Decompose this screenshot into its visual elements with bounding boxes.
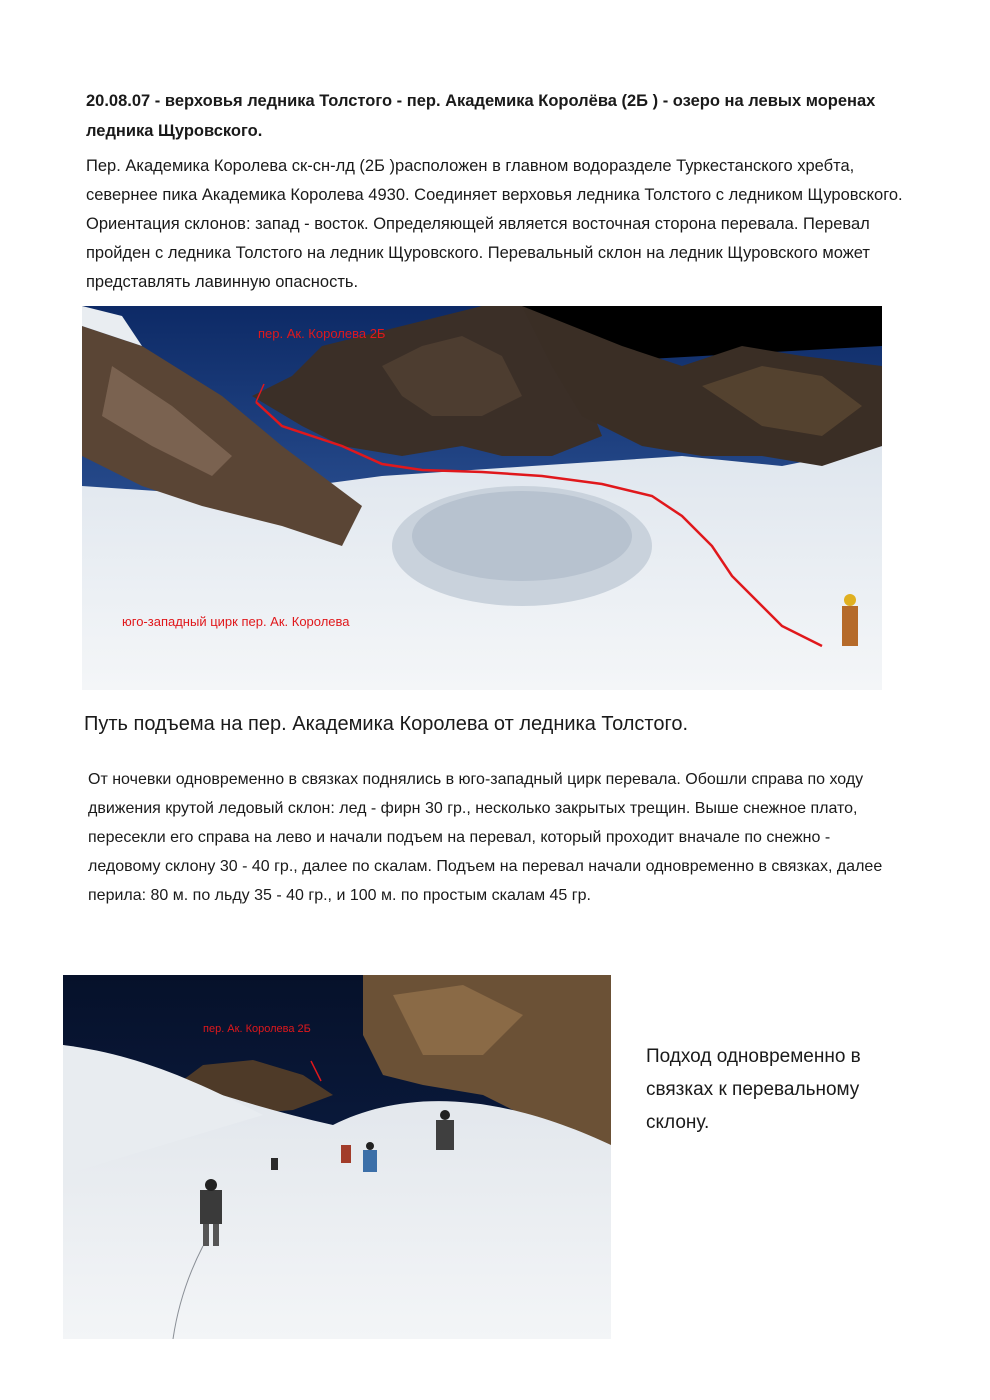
photo2-pass-label: пер. Ак. Королева 2Б	[203, 1023, 311, 1035]
panorama-photo	[82, 306, 882, 690]
photo2-caption: Подход одновременно в связках к перевальному склону.	[646, 1046, 861, 1133]
photo1-cirque-label: юго-западный цирк пер. Ак. Королева	[122, 614, 350, 629]
route-description: От ночевки одновременно в связках поднялись в юго-западный цирк перевала. Обошли справа по ходу движения крутой ледовый склон: лед - фирн 30 гр., несколько закрытых трещин. Выше снежное плато, пересекли его справа на лево и начали подъем на перевал, который проходит вначале по снежно - ледовому склону 30 - 40 гр., далее по скалам. Подъем на перевал начали одновременно в связках, далее перила: 80 м. по льду 35 - 40 гр., и 100 м. по простым скалам 45 гр.	[88, 771, 883, 904]
photo1-caption: Путь подъема на пер. Академика Королева от ледника Толстого.	[84, 713, 689, 735]
photo1-pass-label: пер. Ак. Королева 2Б	[258, 326, 386, 341]
approach-photo	[63, 975, 611, 1339]
page-heading: 20.08.07 - верховья ледника Толстого - пер. Академика Королёва (2Б ) - озеро на левых моренах ледника Щуровского.	[86, 92, 876, 140]
pass-description: Пер. Академика Королева ск-сн-лд (2Б )расположен в главном водоразделе Туркестанского хребта, севернее пика Академика Королева 4930. Соединяет верховья ледника Толстого с ледником Щуровского. Ориентация склонов: запад - восток. Определяющей является восточная сторона перевала. Перевал пройден с ледника Толстого на ледник Щуровского. Перевальный склон на ледник Щуровского может представлять лавинную опасность.	[86, 157, 903, 291]
